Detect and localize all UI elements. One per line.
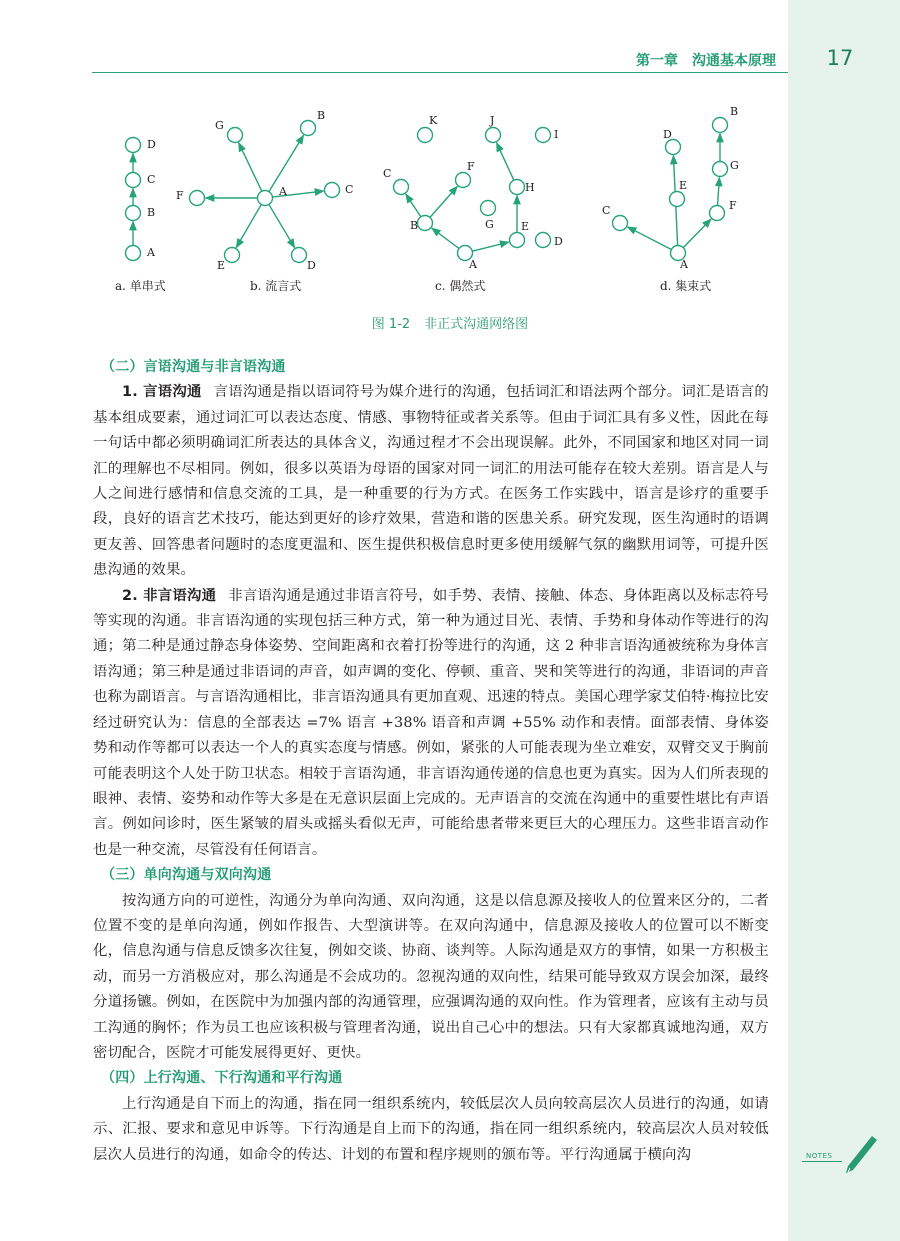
diagram-arrow bbox=[239, 143, 262, 192]
section-heading: （二）言语沟通与非言语沟通 bbox=[101, 359, 286, 375]
paragraph-heading: 1. 言语沟通 bbox=[122, 384, 202, 401]
section-heading: （三）单向沟通与双向沟通 bbox=[101, 867, 272, 884]
node-label: C bbox=[383, 167, 392, 180]
diagram-node bbox=[486, 128, 501, 143]
diagram-node bbox=[536, 128, 551, 143]
caption-title: 非正式沟通网络图 bbox=[424, 317, 529, 332]
diagram-node bbox=[126, 246, 141, 261]
diagram-arrow bbox=[432, 228, 459, 248]
diagram-node bbox=[670, 192, 685, 207]
diagram-node bbox=[126, 206, 141, 221]
figure-caption bbox=[0, 313, 900, 332]
header-rule bbox=[92, 72, 788, 73]
node-label: D bbox=[663, 128, 672, 141]
diagram-node bbox=[510, 233, 525, 248]
node-label: A bbox=[147, 246, 155, 259]
diagram-node bbox=[456, 173, 471, 188]
diagram-arrow bbox=[406, 194, 421, 217]
paragraph: 上行沟通是自下而上的沟通，指在同一组织系统内，较低层次人员向较高层次人员进行的沟通，如请示、汇报、要求和意见申诉等。下行沟通是自上而下的沟通，指在同一组织系统内，较高层次人员对较低层次人员进行的沟通，如命令的传达、计划的布置和程序规则的颁布等。平行沟通属于横向沟 bbox=[93, 1095, 769, 1163]
notes-badge bbox=[798, 1128, 880, 1174]
node-label: B bbox=[410, 219, 419, 232]
diagram-node bbox=[301, 121, 316, 136]
chapter-header: 第一章 沟通基本原理 bbox=[636, 53, 776, 69]
node-label: D bbox=[307, 259, 316, 272]
page-number: 17 bbox=[826, 46, 854, 70]
network-figure bbox=[95, 95, 785, 310]
node-label: A bbox=[279, 185, 287, 198]
paragraph bbox=[93, 380, 769, 583]
paragraph-heading: 2. 非言语沟通 bbox=[122, 587, 217, 604]
diagram-node bbox=[710, 206, 725, 221]
diagram-node bbox=[190, 191, 205, 206]
node-label: F bbox=[467, 160, 475, 173]
diagram-node bbox=[418, 216, 433, 231]
diagram-node bbox=[126, 173, 141, 188]
diagram-node bbox=[666, 140, 681, 155]
node-label: G bbox=[215, 119, 224, 132]
diagram-arrow bbox=[718, 177, 720, 205]
section-heading: （四）上行沟通、下行沟通和平行沟通 bbox=[101, 1070, 343, 1087]
node-label: E bbox=[679, 179, 688, 192]
node-label: D bbox=[554, 235, 563, 248]
diagram-arrow bbox=[628, 227, 672, 250]
node-label: A bbox=[680, 258, 688, 271]
node-label: K bbox=[429, 114, 438, 127]
pen-icon bbox=[798, 1128, 880, 1174]
diagram-label: d. 集束式 bbox=[660, 279, 712, 293]
body-text bbox=[93, 355, 769, 1168]
diagram-label: c. 偶然式 bbox=[435, 279, 486, 293]
node-label: B bbox=[317, 109, 326, 122]
node-label: B bbox=[147, 206, 156, 219]
paragraph-text: 言语沟通是指以语词符号为媒介进行的沟通，包括词汇和语法两个部分。词汇是语言的基本组成要素，通过词汇可以表达态度、情感、事物特征或者关系等。但由于词汇具有多义性，因此在每一句话中都必须明确词汇所表达的具体含义，沟通过程才不会出现误解。此外，不同国家和地区对同一词汇的理解也不尽相同。例如，很多以英语为母语的国家对同一词汇的用法可能存在较大差别。语言是人与人之间进行感情和信息交流的工具，是一种重要的行为方式。在医务工作实践中，语言是诊疗的重要手段，良好的语言艺术技巧，能达到更好的诊疗效果，营造和谐的医患关系。研究发现，医生沟通时的语调更友善、回答患者问题时的态度更温和、医生提供积极信息时更多使用缓解气氛的幽默用词等，可提升医患沟通的效果。 bbox=[93, 384, 770, 579]
node-label: D bbox=[147, 138, 156, 151]
diagram-node bbox=[325, 183, 340, 198]
diagram-node bbox=[258, 191, 273, 206]
notes-label: NOTES bbox=[806, 1152, 833, 1160]
paragraph: 按沟通方向的可逆性，沟通分为单向沟通、双向沟通，这是以信息源及接收人的位置来区分的，二者位置不变的是单向沟通，例如作报告、大型演讲等。在双向沟通中，信息源及接收人的位置可以不断变化，信息沟通与信息反馈多次往复，例如交谈、协商、谈判等。人际沟通是双方的事情，如果一方积极主动，而另一方消极应对，那么沟通是不会成功的。忽视沟通的双向性，结果可能导致双方误会加深，最终分道扬镳。例如，在医院中为加强内部的沟通管理，应强调沟通的双向性。作为管理者，应该有主动与员工沟通的胸怀；作为员工也应该积极与管理者沟通，说出自己心中的想法。只有大家都真诚地沟通，双方密切配合，医院才可能发展得更好、更快。 bbox=[93, 892, 769, 1061]
diagram-arrow bbox=[683, 219, 711, 248]
node-label: G bbox=[730, 159, 739, 172]
node-label: F bbox=[176, 189, 184, 202]
node-label: C bbox=[345, 183, 354, 196]
diagram-node bbox=[713, 162, 728, 177]
diagram-arrow bbox=[430, 186, 457, 217]
diagram-arrow bbox=[269, 204, 295, 247]
diagram-arrow bbox=[497, 143, 514, 180]
diagram-node bbox=[225, 248, 240, 263]
diagram-node bbox=[394, 180, 409, 195]
diagram-node bbox=[126, 138, 141, 153]
node-label: J bbox=[490, 114, 495, 127]
diagram-arrow bbox=[472, 242, 508, 251]
diagram-label: b. 流言式 bbox=[250, 279, 302, 293]
diagram-node bbox=[613, 216, 628, 231]
paragraph bbox=[93, 584, 769, 863]
diagram-label: a. 单串式 bbox=[115, 279, 166, 293]
node-label: I bbox=[554, 128, 559, 141]
diagram-node bbox=[228, 128, 243, 143]
diagram-arrow bbox=[236, 204, 261, 247]
node-label: A bbox=[469, 258, 477, 271]
node-label: F bbox=[729, 199, 737, 212]
diagram-arrow bbox=[269, 135, 304, 191]
notes-margin bbox=[788, 0, 900, 1241]
node-label: C bbox=[147, 173, 156, 186]
caption-number: 图 1-2 bbox=[371, 317, 411, 332]
node-label: E bbox=[217, 259, 226, 272]
paragraph-text: 非言语沟通是通过非语言符号，如手势、表情、接触、体态、身体距离以及标志符号等实现的沟通。非言语沟通的实现包括三种方式，第一种为通过目光、表情、手势和身体动作等进行的沟通；第二种是通过静态身体姿势、空间距离和衣着打扮等进行的沟通，这 2 种非言语沟通被统称为身体言语沟通；第三种是通过非语词的声音，如声调的变化、停顿、重音、哭和笑等进行的沟通，非语词的声音也称为副语言。与言语沟通相比，非言语沟通具有更加直观、迅速的特点。美国心理学家艾伯特·梅拉比安经过研究认为：信息的全部表达 =7% 语言 +38% 语音和声调 +55% 动作和表情。面部表情、身体姿势和动作等都可以表达一个人的真实态度与情感。例如，紧张的人可能表现为坐立难安，双臂交叉于胸前可能表明这个人处于防卫状态。相较于言语沟通，非言语沟通传递的信息也更为真实。因为人们所表现的眼神、表情、姿势和动作等大多是在无意识层面上完成的。无声语言的交流在沟通中的重要性堪比有声语言。例如问诊时，医生紧皱的眉头或摇头看似无声，可能给患者带来更巨大的心理压力。这些非语言动作也是一种交流，尽管没有任何语言。 bbox=[93, 587, 769, 858]
diagram-node bbox=[713, 118, 728, 133]
diagram-node bbox=[418, 128, 433, 143]
diagram-node bbox=[510, 180, 525, 195]
diagram-node bbox=[292, 248, 307, 263]
node-label: E bbox=[521, 220, 530, 233]
diagram-node bbox=[481, 201, 496, 216]
node-label: C bbox=[602, 204, 611, 217]
node-label: H bbox=[525, 181, 535, 194]
node-label: G bbox=[485, 218, 494, 231]
node-label: B bbox=[730, 105, 739, 118]
diagram-node bbox=[536, 233, 551, 248]
